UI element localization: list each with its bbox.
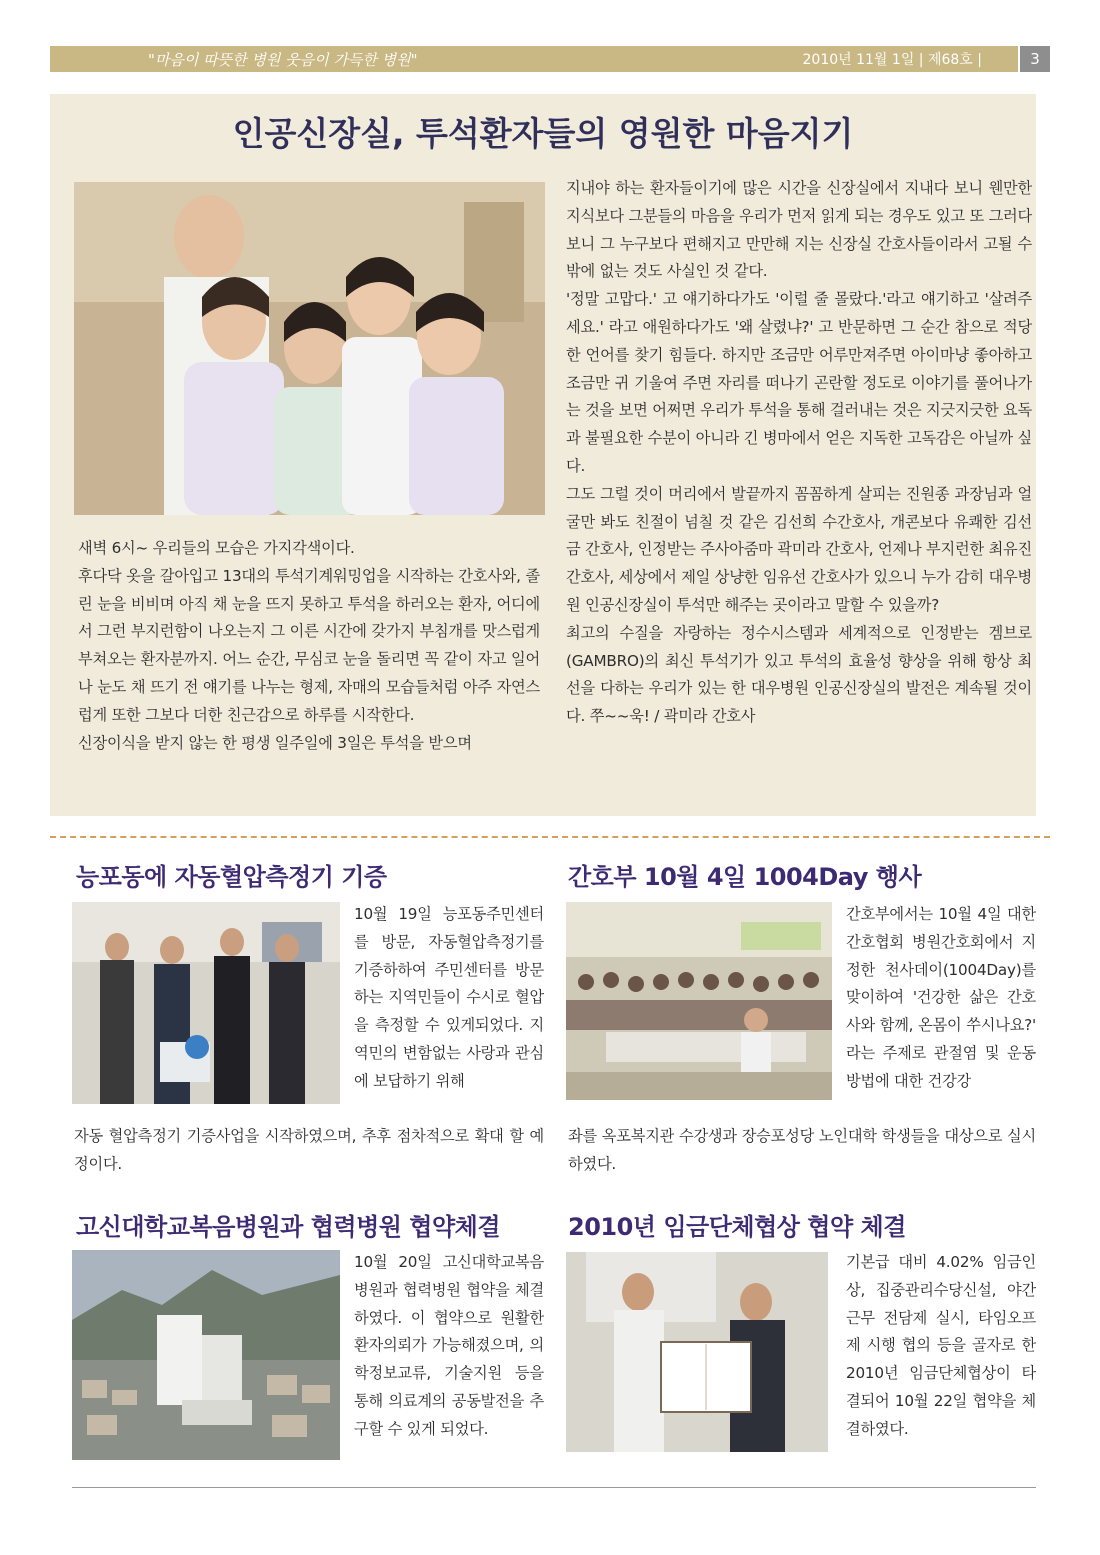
bottom-divider [72,1487,1036,1488]
news-text-kosin-agreement: 10월 20일 고신대학교복음병원과 협력병원 협약을 체결하였다. 이 협약으로 원활한 환자의뢰가 가능해졌으며, 의학정보교류, 기술지원 등을 통해 의료계의 공동발전을 추구할 수 있게 되었다. [354,1253,544,1438]
hospital-building-photo-icon [72,1250,340,1460]
lecture-photo-icon [566,902,832,1100]
group-photo-icon [74,182,545,515]
news-text-1004day-continued: 좌를 옥포복지관 수강생과 장승포성당 노인대학 학생들을 대상으로 실시하였다. [568,1127,1036,1173]
agreement-photo-icon [566,1252,828,1452]
news-title-donation: 능포동에 자동혈압측정기 기증 [76,863,387,891]
news-title-kosin-agreement: 고신대학교복음병원과 협력병원 협약체결 [76,1213,501,1241]
donation-photo-icon [72,902,340,1104]
news-text-donation-continued: 자동 혈압측정기 기증사업을 시작하였으며, 추후 점차적으로 확대 할 예정이다. [74,1127,544,1173]
news-text-1004day: 간호부에서는 10월 4일 대한간호협회 병원간호회에서 지정한 천사데이(1004Day)를 맞이하여 '건강한 삶은 간호사와 함께, 온몸이 쑤시나요?' 라는 주제로 관절염 및 운동방법에 대한 건강강 [846,905,1036,1090]
feature-right-paragraph: 지내야 하는 환자들이기에 많은 시간을 신장실에서 지내다 보니 웬만한 지식보다 그분들의 마음을 우리가 먼저 읽게 되는 경우도 있고 또 그러다 보니 그 누구보다 편해지고 만만해 지는 신장실 간호사들이라서 고될 수밖에 없는 것도 사실인 것 같다. [566,179,1032,281]
feature-left-paragraph: 새벽 6시~ 우리들의 모습은 가지각색이다. [78,539,355,557]
feature-right-paragraph: 최고의 수질을 자랑하는 정수시스템과 세계적으로 인정받는 겜브로(GAMBRO)의 최신 투석기가 있고 투석의 효율성 향상을 위해 항상 최선을 다하는 우리가 있는 한 대우병원 인공신장실의 발전은 계속될 것이다. 쭈~~욱! / 곽미라 간호사 [566,623,1032,726]
feature-left-column [78,535,540,757]
header-slogan: "마음이 따뜻한 병원 웃음이 가득한 병원" [148,51,418,69]
section-divider [50,836,1050,838]
header-date-issue: 2010년 11월 1일 | 제68호 | [802,52,982,68]
news-text-donation: 10월 19일 능포동주민센터를 방문, 자동혈압측정기를 기증하하여 주민센터를 방문하는 지역민들이 수시로 혈압을 측정할 수 있게되었다. 지역민의 변함없는 사랑과 관심에 보답하기 위해 [354,905,544,1090]
page-number: 3 [1020,46,1050,72]
feature-title: 인공신장실, 투석환자들의 영원한 마음지기 [232,114,854,153]
feature-left-paragraph: 후다닥 옷을 갈아입고 13대의 투석기계워밍업을 시작하는 간호사와, 졸린 눈을 비비며 아직 채 눈을 뜨지 못하고 투석을 하러오는 환자, 어디에서 그런 부지런함이 나오는지 그 이른 시간에 갖가지 부침개를 맛스럽게 부쳐오는 환자분까지. 어느 순간, 무심코 눈을 돌리면 꼭 같이 자고 일어나 눈도 채 뜨기 전 얘기를 나누는 형제, 자매의 모습들처럼 아주 자연스럽게 또한 그보다 더한 친근감으로 하루를 시작한다. [78,566,540,724]
feature-left-paragraph: 신장이식을 받지 않는 한 평생 일주일에 3일은 투석을 받으며 [78,733,472,752]
feature-right-paragraph: '정말 고맙다.' 고 얘기하다가도 '이럴 줄 몰랐다.'라고 얘기하고 '살려주세요.' 라고 애원하다가도 '왜 살렸냐?' 고 반문하면 그 순간 참으로 적당한 언어를 찾기 힘들다. 하지만 조금만 어루만져주면 아이마냥 좋아하고 조금만 귀 기울여 주면 자리를 떠나기 곤란할 정도로 이야기를 풀어나가는 것을 보면 어쩌면 우리가 투석을 통해 걸러내는 것은 지긋지긋한 요독과 불필요한 수분이 아니라 긴 병마에서 얻은 지독한 고독감은 아닐까 싶다. [566,290,1032,475]
news-title-1004day: 간호부 10월 4일 1004Day 행사 [568,863,922,891]
feature-right-column [566,175,1032,731]
news-title-wage-agreement: 2010년 임금단체협상 협약 체결 [568,1213,906,1241]
news-text-wage-agreement: 기본급 대비 4.02% 임금인상, 집중관리수당신설, 야간 근무 전담제 실시, 타임오프제 시행 협의 등을 골자로 한 2010년 임금단체협상이 타결되어 10월 22일 협약을 체결하였다. [846,1253,1036,1438]
feature-right-paragraph: 그도 그럴 것이 머리에서 발끝까지 꼼꼼하게 살피는 진원종 과장님과 얼굴만 봐도 친절이 넘칠 것 같은 김선희 수간호사, 개콘보다 유쾌한 김선금 간호사, 인정받는 주사아줌마 곽미라 간호사, 언제나 부지런한 최유진간호사, 세상에서 제일 상냥한 임유선 간호사가 있으니 누가 감히 대우병원 인공신장실이 투석만 해주는 곳이라고 말할 수 있을까? [566,484,1032,614]
